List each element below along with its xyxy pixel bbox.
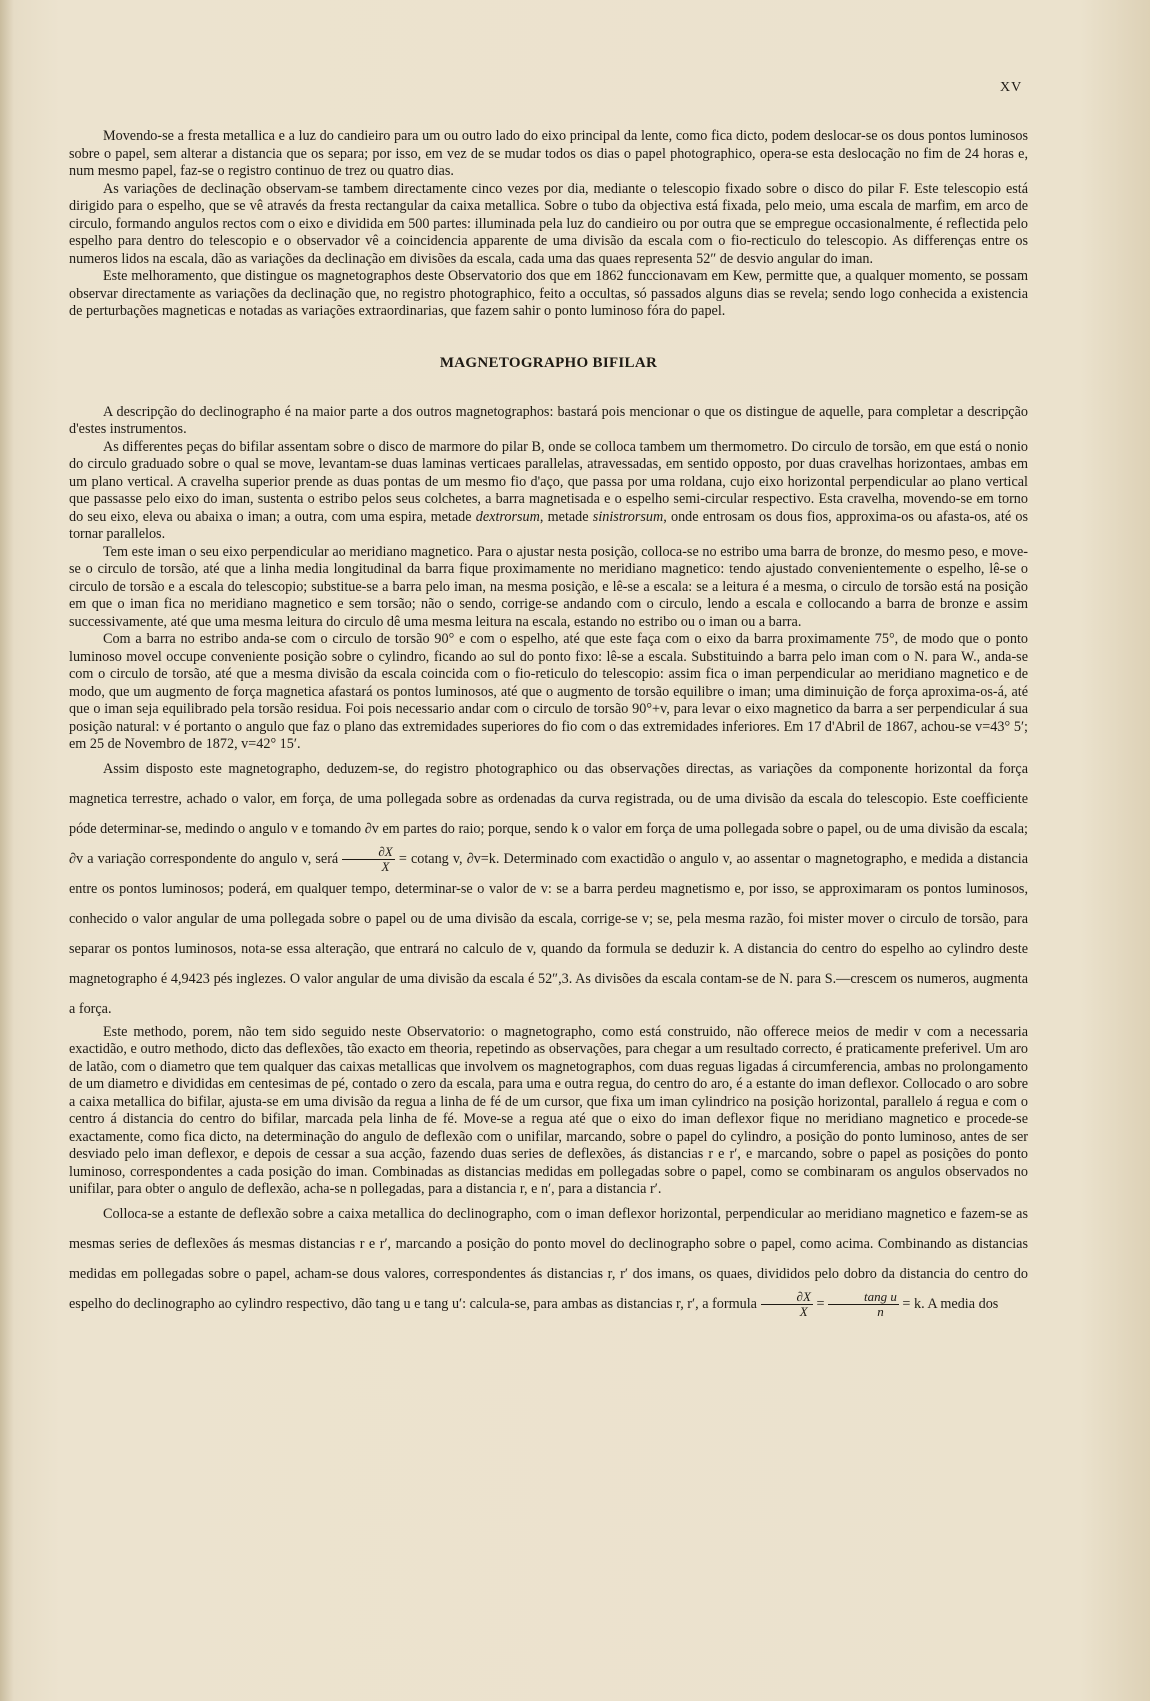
body-text	[69, 128, 1028, 1319]
paragraph-colloca: Colloca-se a estante de deflexão sobre a caixa metallica do declinographo, com o iman deflexor horizontal, perpendicular ao meridiano magnetico e fazem-se as mesmas series de deflexões ás mesmas distancias r e r′, marcando a posição do ponto movel do declinographo sobre o papel, como acima. Combinando as distancias medidas em pollegadas sobre o papel, acham-se dous valores, correspondentes ás distancias r, r′ dos imans, os quaes, divididos pelo dobro da distancia do centro do espelho do declinographo ao cylindro respectivo, dão tang u e tang u′: calcula-se, para ambas as distancias r, r′, a formula $\frac{\partial X}{X}$ = $\frac{\text{tang u}}{n}$ = k. A media dos	[69, 1205, 1028, 1319]
paragraph-fresta: Movendo-se a fresta metallica e a luz do candieiro para um ou outro lado do eixo principal da lente, como fica dicto, podem deslocar-se os dous pontos luminosos sobre o papel, sem alterar a distancia que os separa; por isso, em vez de se mudar todos os dias o papel photographico, opera-se esta deslocação no fim de 24 horas e, num mesmo papel, faz-se o registro continuo de trez ou quatro dias.	[69, 128, 1028, 179]
paragraph-assim: Assim disposto este magnetographo, deduzem-se, do registro photographico ou das observações directas, as variações da componente horizontal da força magnetica terrestre, achado o valor, em força, de uma pollegada sobre as ordenadas da curva registrada, ou de uma divisão da escala do telescopio. Este coefficiente póde determinar-se, medindo o angulo v e tomando ∂v em partes do raio; porque, sendo k o valor em força de uma pollegada sobre o papel, ou de uma divisão da escala; ∂v a variação correspondente do angulo v, será $\frac{\partial X}{X}$ = cotang v, ∂v=k. Determinado com exactidão o angulo v, ao assentar o magnetographo, e medida a distancia entre os pontos luminosos; poderá, em qualquer tempo, determinar-se o valor de v: se a barra perdeu magnetismo e, por isso, se approximaram os pontos luminosos, conhecido o valor angular de uma pollegada sobre o papel ou de uma divisão da escala, corrige-se v; se, pela mesma razão, foi mister mover o circulo de torsão, para separar os pontos luminosos, nota-se essa alteração, que entrará no calculo de v, quando da formula se deduzir k. A distancia do centro do espelho ao cylindro deste magnetographo é 4,9423 pés inglezes. O valor angular de uma divisão da escala é 52″,3. As divisões da escala contam-se de N. para S.—crescem os numeros, augmenta a força.	[69, 760, 1028, 1017]
paragraph-variacoes: As variações de declinação observam-se tambem directamente cinco vezes por dia, mediante o telescopio fixado sobre o disco do pilar F. Este telescopio está dirigido para o espelho, que se vê através da fresta rectangular da caixa metallica. Sobre o tubo da objectiva está fixada, pelo meio, uma escala de marfim, em arco de circulo, formando angulos rectos com o eixo e dividida em 500 partes: illuminada pela luz do candieiro ou por outra que se empregue occasionalmente, é reflectida pelo espelho para dentro do telescopio e o observador vê a coincidencia apparente de uma divisão da escala com o fio-recticulo do telescopio. As differenças entre os numeros lidos na escala, dão as variações da declinação em divisões da escala, cada uma das quaes representa 52″ de desvio angular do iman.	[69, 180, 1028, 267]
formula-dx-over-x-2: $\frac{\partial X}{X}$	[761, 1290, 813, 1319]
formula-tang-u-over-n: $\frac{\text{tang u}}{n}$	[828, 1290, 899, 1319]
paragraph-methodo: Este methodo, porem, não tem sido seguido neste Observatorio: o magnetographo, como está construido, não offerece meios de medir v com a necessaria exactidão, e outro methodo, dicto das deflexões, tão exacto em theoria, repetindo as observações, para chegar a um resultado correcto, é praticamente preferivel. Um aro de latão, com o diametro que tem qualquer das caixas metallicas que involvem os magnetographos, com duas reguas ligadas á circumferencia, ambas no prolongamento de um diametro e divididas em centesimas de pé, contado o zero da escala, para uma e outra regua, do centro do aro, é a estante do iman deflexor. Collocado o aro sobre a caixa metallica do bifilar, ajusta-se em uma divisão da regua a linha de fé de um cursor, que fixa um iman cylindrico na posição horizontal, parallelo á regua e com o centro á distancia do centro do bifilar, marcada pela linha de fé. Move-se a regua até que o eixo do iman deflexor fique no meridiano magnetico e procede-se exactamente, como fica dicto, na determinação do angulo de deflexão com o unifilar, marcando, sobre o papel do cylindro, a posição do ponto luminoso, antes de ser desviado pelo iman deflexor, e depois de cessar a sua acção, fazendo duas series de deflexões, ás distancias r e r′, e marcando, sobre o papel as posições do ponto luminoso, correspondentes a cada posição do iman. Combinadas as distancias medidas em pollegadas sobre o papel, como se combinaram os angulos observados no unifilar, para obter o angulo de deflexão, acha-se n pollegadas, para a distancia r, e n′, para a distancia r′.	[69, 1023, 1028, 1198]
paragraph-pecas: As differentes peças do bifilar assentam sobre o disco de marmore do pilar B, onde se colloca tambem um thermometro. Do circulo de torsão, em que está o nonio do circulo graduado sobre o qual se move, levantam-se duas laminas verticaes parallelas, atravessadas, em sentido opposto, por duas cravelhas horizontaes, ambas em um plano vertical. A cravelha superior prende as duas pontas de um mesmo fio d'aço, que passa por uma roldana, cujo eixo horizontal perpendicular ao plano vertical que passasse pelo eixo do iman, sustenta o estribo pelos seus colchetes, a barra magnetisada e o espelho semi-circular respectivo. Esta cravelha, movendo-se em torno do seu eixo, eleva ou abaixa o iman; a outra, com uma espira, metade dextrorsum, metade sinistrorsum, onde entrosam os dous fios, approxima-os ou afasta-os, até os tornar parallelos.	[69, 438, 1028, 542]
paragraph-barra-estribo: Com a barra no estribo anda-se com o circulo de torsão 90° e com o espelho, até que este faça com o eixo da barra proximamente 75°, de modo que o ponto luminoso movel occupe conveniente posição sobre o cylindro, ficando ao sul do ponto fixo: lê-se a escala. Substituindo a barra pelo iman com o N. para W., anda-se com o circulo de torsão, até que a mesma divisão da escala coincida com o fio-reticulo do telescopio: assim fica o iman perpendicular ao meridiano magnetico e de modo, que um augmento de força magnetica afastará os pontos luminosos, até que o augmento de torsão equilibre o iman; uma diminuição de força aproxima-os-á, até que o iman seja equilibrado pela torsão residua. Foi pois necessario andar com o circulo de torsão 90°+v, para levar o eixo magnetico da barra a ser perpendicular á sua posição natural: v é portanto o angulo que faz o plano das extremidades superiores do fio com o das extremidades inferiores. Em 17 d'Abril de 1867, achou-se v=43° 5′; em 25 de Novembro de 1872, v=42° 15′.	[69, 631, 1028, 752]
paragraph-descripcao: A descripção do declinographo é na maior parte a dos outros magnetographos: bastará pois mencionar o que os distingue de aquelle, para completar a descripção d'estes instrumentos.	[69, 403, 1028, 437]
paragraph-melhoramento: Este melhoramento, que distingue os magnetographos deste Observatorio dos que em 1862 funccionavam em Kew, permitte que, a qualquer momento, se possam observar directamente as variações da declinação que, no registro photographico, feito a occultas, só passados alguns dias se revela; sendo logo conhecida a existencia de perturbações magneticas e notadas as variações extraordinarias, que fazem sahir o ponto luminoso fóra do papel.	[69, 268, 1028, 319]
paragraph-iman: Tem este iman o seu eixo perpendicular ao meridiano magnetico. Para o ajustar nesta posição, colloca-se no estribo uma barra de bronze, do mesmo peso, e move-se o circulo de torsão, até que a linha media longitudinal da barra fique proximamente no meridiano magnetico: tendo ajustado convenientemente o espelho, lê-se o circulo de torsão e a escala do telescopio; substitue-se a barra pelo iman, na mesma posição, e lê-se a escala: se a leitura é a mesma, o circulo de torsão está na posição em que o iman fica no meridiano magnetico e sem torsão; não o sendo, corrige-se andando com o circulo, lendo a escala e collocando a barra de bronze e assim successivamente, até que uma mesma leitura do circulo dê uma mesma leitura na escala, estando no estribo ou o iman ou a barra.	[69, 543, 1028, 630]
section-heading: MAGNETOGRAPHO BIFILAR	[439, 354, 658, 371]
page-number: XV	[1000, 80, 1023, 95]
formula-dx-over-x: $\frac{\partial X}{X}$	[342, 845, 394, 874]
